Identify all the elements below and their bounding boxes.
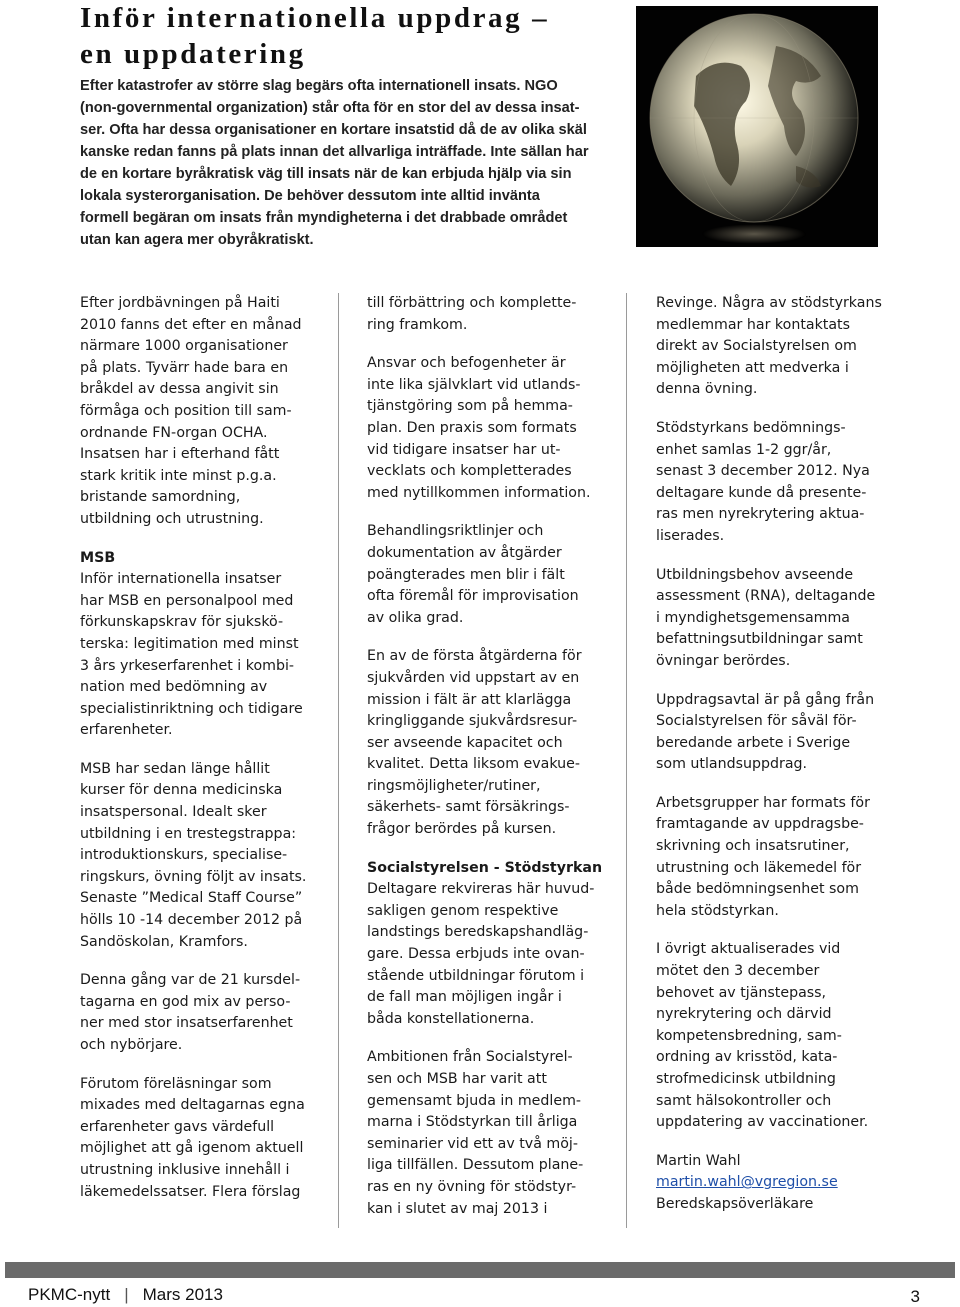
paragraph (80, 970, 330, 1056)
text-line: dokumentation av åtgärder (367, 544, 562, 561)
intro-line: lokala systerorganisation. De behöver dessutom inte alltid invänta (80, 188, 540, 204)
text-line: utrustning inklusive innehåll i (80, 1161, 290, 1178)
text-line: på plats. Tyvärr hade bara en (80, 359, 289, 376)
text-line: stark kritik inte minst p.g.a. (80, 467, 277, 484)
globe-illustration (636, 6, 878, 247)
text-line: sjukvården vid uppstart av en (367, 669, 580, 686)
text-line: Revinge. Några av stödstyrkans (656, 295, 882, 311)
text-line: marna i Stödstyrkan till årliga (367, 1114, 578, 1131)
publication-name: PKMC-nytt (28, 1285, 111, 1304)
text-line: Socialstyrelsen för såväl för- (656, 713, 857, 730)
text-line: ordning av krisstöd, kata- (656, 1049, 838, 1066)
text-line: närmare 1000 organisationer (80, 338, 288, 355)
text-line: ras men nyrekrytering aktua- (656, 506, 865, 523)
text-line: utrustning och läkemedel för (656, 859, 862, 876)
text-line: Utbildningsbehov avseende (656, 566, 854, 583)
text-line: 3 års yrkeserfarenhet i kombi- (80, 657, 295, 674)
text-line: Ambitionen från Socialstyrel- (367, 1049, 573, 1066)
text-line: vid tidigare insatser har ut- (367, 441, 561, 458)
text-line: gare. Dessa erbjuds inte ovan- (367, 946, 585, 963)
text-line: tjänstgöring som på hemma- (367, 398, 573, 415)
globe-photo (636, 6, 878, 247)
paragraph (80, 1074, 330, 1204)
text-line: nation med bedömning av (80, 679, 268, 696)
text-line: bristande samordning, (80, 489, 241, 506)
paragraph (367, 521, 617, 629)
text-line: båda konstellationerna. (367, 1010, 535, 1027)
text-line: inte lika självklart vid utlands- (367, 376, 581, 393)
text-line: deltagare kunde då presente- (656, 484, 867, 501)
text-line: sen och MSB har varit att (367, 1071, 547, 1087)
issue-date: Mars 2013 (142, 1285, 223, 1304)
author-role: Beredskapsöverläkare (656, 1195, 814, 1212)
text-line: kan i slutet av maj 2013 i (367, 1200, 548, 1217)
paragraph (80, 759, 330, 953)
text-line: behovet av tjänstepass, (656, 984, 827, 1001)
paragraph (656, 939, 906, 1133)
text-line: av olika grad. (367, 609, 464, 626)
text-line: liga tillfällen. Dessutom plane- (367, 1157, 584, 1174)
text-line: skrivning och insatsrutiner, (656, 838, 850, 855)
text-line: hela stödstyrkan. (656, 902, 779, 919)
text-line: ringsmöjligheter/rutiner, (367, 777, 541, 794)
text-line: assessment (RNA), deltagande (656, 588, 876, 605)
text-line: utbildning i en trestegstrappa: (80, 825, 297, 842)
text-line: ring framkom. (367, 316, 468, 333)
column-divider (338, 293, 339, 1228)
text-line: kurser för denna medicinska (80, 782, 283, 799)
text-line: övningar berördes. (656, 652, 791, 669)
text-line: Arbetsgrupper har formats för (656, 794, 870, 811)
intro-paragraph (80, 75, 625, 251)
footer-separator: | (124, 1285, 129, 1304)
paragraph (80, 293, 330, 531)
text-line: både bedömningsenhet som (656, 881, 859, 898)
author-signature (656, 1151, 906, 1216)
text-line: I övrigt aktualiserades vid (656, 941, 841, 958)
text-line: bråkdel av dessa angivit sin (80, 381, 279, 398)
text-line: seminarier vid ett av två möj- (367, 1135, 578, 1152)
text-line: MSB har sedan länge hållit (80, 760, 270, 777)
text-line: senast 3 december 2012. Nya (656, 463, 870, 480)
text-line: terska: legitimation med minst (80, 635, 299, 652)
text-line: erfarenheter. (80, 722, 173, 739)
paragraph (367, 293, 617, 336)
text-line: förkunskapskrav för sjukskö- (80, 614, 284, 631)
text-line: En av de första åtgärderna för (367, 648, 582, 665)
text-line: stående utbildningar förutom i (367, 967, 585, 984)
text-line: Senaste ”Medical Staff Course” (80, 890, 303, 907)
paragraph (367, 858, 617, 1031)
text-line: uppdatering av vaccinationer. (656, 1114, 869, 1131)
title-line: en uppdatering (80, 38, 306, 70)
paragraph (367, 1047, 617, 1220)
text-line: möjligheten att medverka i (656, 359, 849, 376)
text-line: sakligen genom respektive (367, 902, 559, 919)
column-3 (656, 293, 906, 1216)
text-line: tagarna en god mix av perso- (80, 993, 291, 1010)
text-line: Stödstyrkans bedömnings- (656, 419, 846, 436)
text-line: ordnande FN-organ OCHA. (80, 424, 268, 441)
text-line: ras en ny övning för stödstyr- (367, 1178, 577, 1195)
paragraph (656, 565, 906, 673)
text-line: ser avseende kapacitet och (367, 734, 563, 751)
paragraph (80, 548, 330, 742)
section-heading: Socialstyrelsen - Stödstyrkan (367, 859, 603, 876)
intro-line: de en kortare byråkratisk väg till insats när de kan erbjuda hjälp via sin (80, 166, 572, 182)
text-line: kvalitet. Detta liksom evakue- (367, 756, 580, 773)
text-line: till förbättring och komplette- (367, 295, 577, 311)
text-line: kringliggande sjukvårdsresur- (367, 713, 578, 730)
text-line: mötet den 3 december (656, 963, 820, 980)
text-line: ner med stor insatserfarenhet (80, 1015, 293, 1032)
text-line: beredande arbete i Sverige (656, 734, 851, 751)
text-line: specialistinriktning och tidigare (80, 700, 303, 717)
paragraph (367, 646, 617, 840)
section-heading: MSB (80, 549, 116, 566)
text-line: Sandöskolan, Kramfors. (80, 933, 248, 950)
text-line: plan. Den praxis som formats (367, 419, 577, 436)
paragraph (656, 690, 906, 776)
column-divider (626, 293, 627, 1228)
text-line: de fall man möjligen ingår i (367, 989, 562, 1006)
text-line: liserades. (656, 527, 725, 544)
text-line: Uppdragsavtal är på gång från (656, 691, 875, 708)
text-line: introduktionskurs, specialise- (80, 847, 288, 864)
intro-line: formell begäran om insats från myndigheterna i det drabbade området (80, 210, 568, 226)
text-line: Ansvar och befogenheter är (367, 355, 566, 372)
intro-line: Efter katastrofer av större slag begärs ofta internationell insats. NGO (80, 78, 558, 94)
paragraph (656, 793, 906, 923)
text-line: samt hälsokontroller och (656, 1092, 832, 1109)
text-line: gemensamt bjuda in medlem- (367, 1092, 582, 1109)
author-name: Martin Wahl (656, 1152, 741, 1169)
page-number: 3 (910, 1287, 920, 1306)
intro-line: kanske redan fanns på plats innan det allvarliga inträffade. Inte sällan har (80, 144, 589, 160)
text-line: 2010 fanns det efter en månad (80, 316, 302, 333)
text-line: Inför internationella insatser (80, 571, 282, 588)
text-line: läkemedelssatser. Flera förslag (80, 1183, 301, 1200)
text-line: ofta föremål för improvisation (367, 588, 579, 605)
title-line: Inför internationella uppdrag – (80, 2, 550, 34)
text-line: frågor berördes på kursen. (367, 821, 557, 838)
paragraph (367, 353, 617, 504)
intro-line: utan kan agera mer obyråkratiskt. (80, 232, 314, 248)
text-line: förmåga och position till sam- (80, 402, 292, 419)
text-line: mission i fält är att klarlägga (367, 691, 572, 708)
text-line: möjlighet att gå igenom aktuell (80, 1140, 304, 1157)
text-line: kompetensbredning, sam- (656, 1027, 842, 1044)
text-line: säkerhets- samt försäkrings- (367, 799, 570, 816)
text-line: insatspersonal. Idealt sker (80, 804, 267, 821)
intro-line: ser. Ofta har dessa organisationer en kortare insatstid då de av olika skäl (80, 122, 587, 138)
intro-line: (non-governmental organization) står ofta för en stor del av dessa insat- (80, 100, 580, 116)
text-line: och nybörjare. (80, 1037, 183, 1053)
text-line: strofmedicinsk utbildning (656, 1071, 836, 1087)
text-line: som utlandsuppdrag. (656, 756, 808, 773)
text-line: med nytillkommen information. (367, 484, 591, 501)
text-line: denna övning. (656, 381, 758, 398)
column-1 (80, 293, 330, 1203)
article-title (80, 0, 640, 72)
text-line: Insatsen har i efterhand fått (80, 446, 280, 463)
paragraph (656, 418, 906, 548)
text-line: ringskurs, övning följt av insats. (80, 868, 307, 885)
text-line: befattningsutbildningar samt (656, 631, 863, 648)
text-line: vecklats och kompletterades (367, 463, 572, 480)
text-line: Förutom föreläsningar som (80, 1075, 272, 1092)
text-line: Denna gång var de 21 kursdel- (80, 972, 301, 989)
text-line: Efter jordbävningen på Haiti (80, 295, 280, 311)
text-line: poängterades men blir i fält (367, 566, 565, 583)
text-line: framtagande av uppdragsbe- (656, 816, 864, 833)
text-line: landstings beredskapshandläg- (367, 924, 589, 941)
footer-bar (5, 1262, 955, 1278)
text-line: mixades med deltagarnas egna (80, 1097, 305, 1114)
footer (28, 1285, 223, 1305)
text-line: Behandlingsriktlinjer och (367, 523, 544, 540)
author-email-link[interactable]: martin.wahl@vgregion.se (656, 1174, 838, 1191)
text-line: medlemmar har kontaktats (656, 316, 850, 333)
text-line: direkt av Socialstyrelsen om (656, 338, 857, 355)
text-line: hölls 10 -14 december 2012 på (80, 912, 303, 929)
text-line: enhet samlas 1-2 ggr/år, (656, 441, 832, 458)
text-line: utbildning och utrustning. (80, 510, 264, 527)
text-line: erfarenheter gavs värdefull (80, 1118, 275, 1135)
text-line: i myndighetsgemensamma (656, 609, 850, 626)
text-line: har MSB en personalpool med (80, 592, 294, 609)
column-2 (367, 293, 617, 1220)
text-line: Deltagare rekvireras här huvud- (367, 881, 595, 898)
paragraph (656, 293, 906, 401)
text-line: nyrekrytering och därvid (656, 1006, 832, 1023)
